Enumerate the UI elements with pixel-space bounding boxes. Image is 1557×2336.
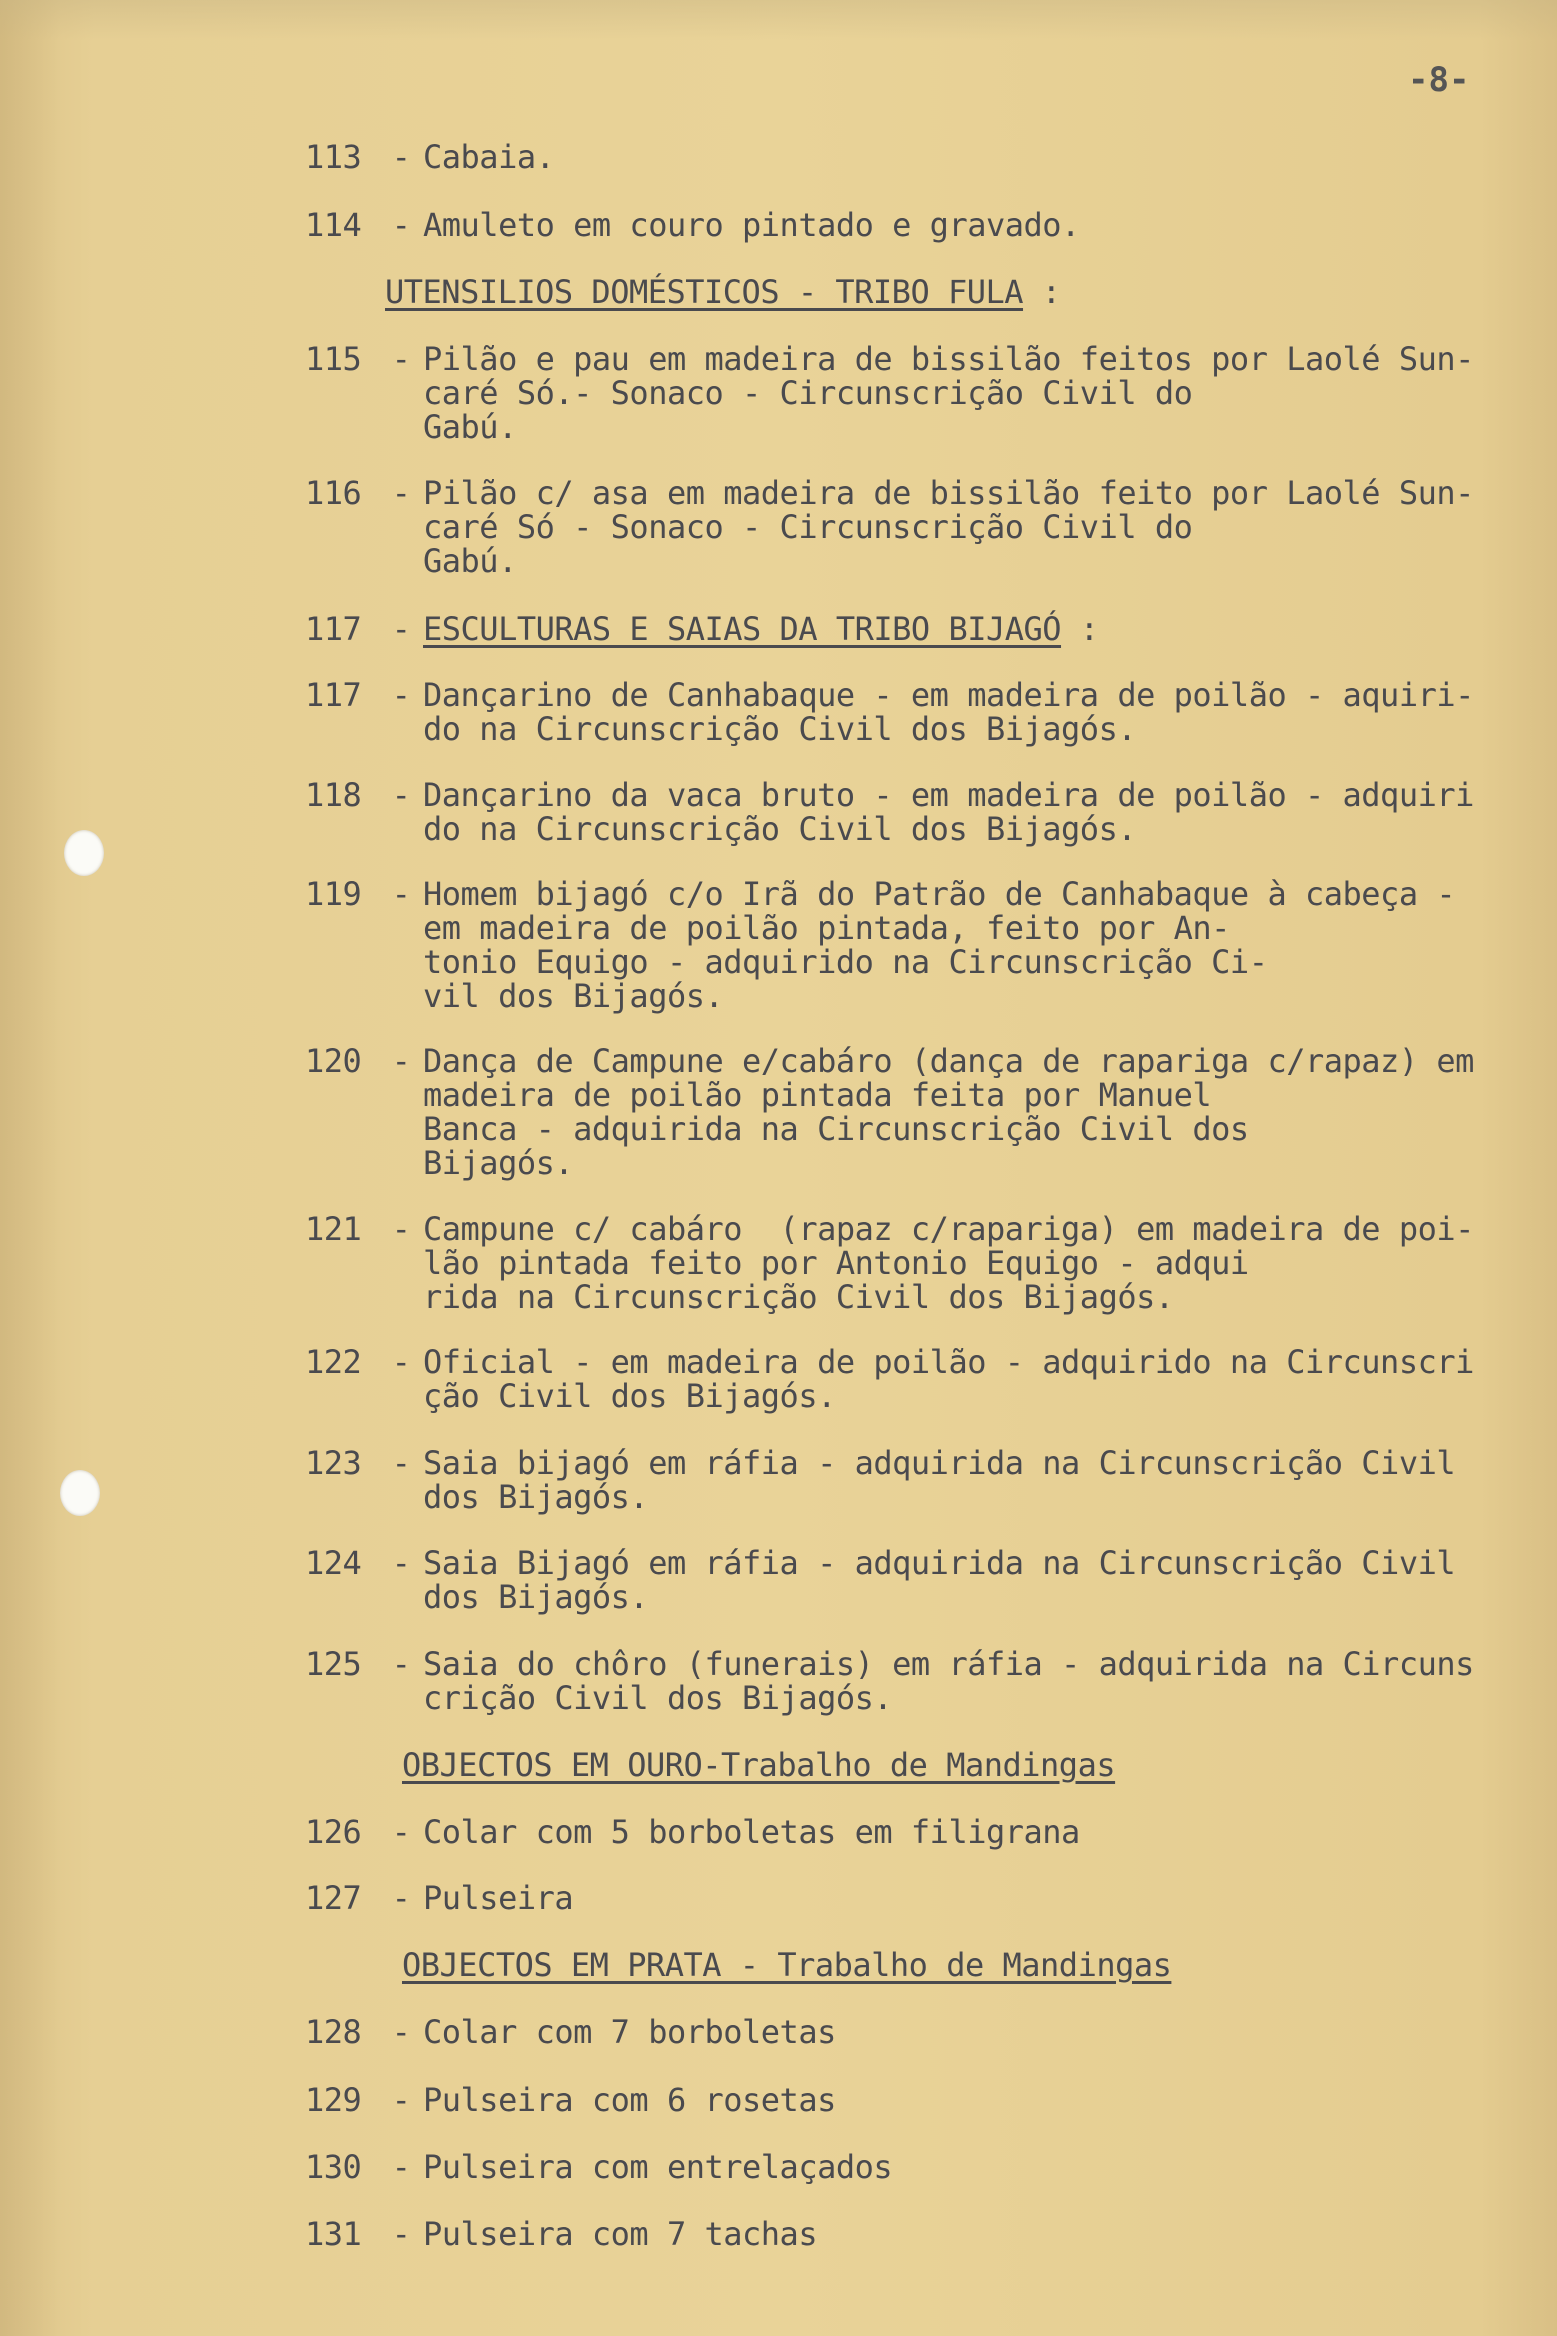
item-number: 121	[305, 1210, 362, 1248]
list-item-125: 125 - Saia do chôro (funerais) em ráfia - adquirida na Circuns crição Civil dos Bijagós.	[305, 1645, 1474, 1717]
paper-edge-shadow	[0, 0, 60, 2336]
list-item-130: 130 - Pulseira com entrelaçados	[305, 2148, 893, 2186]
list-item-119: 119 - Homem bijagó c/o Irã do Patrão de Canhabaque à cabeça - em madeira de poilão pintada, feito por An- tonio Equigo - adquirido na Circunscrição Ci- vil dos Bijagós.	[305, 875, 1456, 1015]
item-number: 127	[305, 1879, 362, 1917]
list-item-120: 120 - Dança de Campune e/cabáro (dança de rapariga c/rapaz) em madeira de poilão pintada feita por Manuel Banca - adquirida na Circunscrição Civil dos Bijagós.	[305, 1042, 1474, 1182]
item-number: 118	[305, 776, 362, 814]
item-number: 129	[305, 2081, 362, 2119]
section-heading-fula: UTENSILIOS DOMÉSTICOS - TRIBO FULA :	[385, 273, 1061, 311]
item-text: Cabaia.	[423, 138, 555, 176]
page-number: -8-	[1408, 60, 1470, 100]
list-item-113: 113 - Cabaia.	[305, 138, 555, 176]
list-item-114: 114 - Amuleto em couro pintado e gravado.	[305, 206, 1080, 244]
item-number: 126	[305, 1813, 362, 1851]
section-heading-bijago: 117 - ESCULTURAS E SAIAS DA TRIBO BIJAGÓ :	[305, 610, 1099, 648]
list-item-126: 126 - Colar com 5 borboletas em filigrana	[305, 1813, 1080, 1851]
item-number: 130	[305, 2148, 362, 2186]
item-number: 122	[305, 1343, 362, 1381]
item-text: Colar com 7 borboletas	[423, 2013, 836, 2051]
list-item-122: 122 - Oficial - em madeira de poilão - adquirido na Circunscri ção Civil dos Bijagós.	[305, 1343, 1474, 1415]
item-number: 117	[305, 676, 362, 714]
item-number: 116	[305, 474, 362, 512]
item-number: 119	[305, 875, 362, 913]
item-number: 113	[305, 138, 362, 176]
item-text: Colar com 5 borboletas em filigrana	[423, 1813, 1080, 1851]
item-number: 115	[305, 340, 362, 378]
item-text: Pulseira	[423, 1879, 574, 1917]
list-item-115: 115 - Pilão e pau em madeira de bissilão feitos por Laolé Sun- caré Só.- Sonaco - Circunscrição Civil do Gabú.	[305, 340, 1474, 446]
item-number: 128	[305, 2013, 362, 2051]
paper-top-shadow	[0, 0, 1557, 40]
item-text: Campune c/ cabáro (rapaz c/rapariga) em madeira de poi- lão pintada feito por Antonio Equigo - adqui rida na Circunscrição Civil dos Bijagós.	[423, 1210, 1474, 1316]
list-item-131: 131 - Pulseira com 7 tachas	[305, 2215, 818, 2253]
item-text: Amuleto em couro pintado e gravado.	[423, 206, 1080, 244]
item-number: 120	[305, 1042, 362, 1080]
item-number: 131	[305, 2215, 362, 2253]
list-item-117: 117 - Dançarino de Canhabaque - em madeira de poilão - aquiri- do na Circunscrição Civil dos Bijagós.	[305, 676, 1474, 748]
list-item-123: 123 - Saia bijagó em ráfia - adquirida na Circunscrição Civil dos Bijagós.	[305, 1444, 1456, 1516]
item-number: 125	[305, 1645, 362, 1683]
item-text: Saia do chôro (funerais) em ráfia - adquirida na Circuns crição Civil dos Bijagós.	[423, 1645, 1474, 1717]
list-item-116: 116 - Pilão c/ asa em madeira de bissilão feito por Laolé Sun- caré Só - Sonaco - Circunscrição Civil do Gabú.	[305, 474, 1474, 580]
list-item-129: 129 - Pulseira com 6 rosetas	[305, 2081, 836, 2119]
list-item-128: 128 - Colar com 7 borboletas	[305, 2013, 836, 2051]
item-text: Pulseira com 7 tachas	[423, 2215, 818, 2253]
section-heading-prata: OBJECTOS EM PRATA - Trabalho de Mandingas	[402, 1946, 1172, 1984]
item-text: Dançarino de Canhabaque - em madeira de poilão - aquiri- do na Circunscrição Civil dos Bijagós.	[423, 676, 1474, 748]
item-text: Dança de Campune e/cabáro (dança de rapariga c/rapaz) em madeira de poilão pintada feita por Manuel Banca - adquirida na Circunscrição Civil dos Bijagós.	[423, 1042, 1474, 1182]
section-heading-ouro: OBJECTOS EM OURO-Trabalho de Mandingas	[402, 1746, 1116, 1784]
punch-hole-bottom	[60, 1470, 100, 1516]
item-number: 124	[305, 1544, 362, 1582]
item-text: Saia bijagó em ráfia - adquirida na Circunscrição Civil dos Bijagós.	[423, 1444, 1456, 1516]
item-text: Saia Bijagó em ráfia - adquirida na Circunscrição Civil dos Bijagós.	[423, 1544, 1456, 1616]
item-number: 123	[305, 1444, 362, 1482]
item-number: 117	[305, 610, 362, 648]
list-item-127: 127 - Pulseira	[305, 1879, 574, 1917]
item-text: Dançarino da vaca bruto - em madeira de poilão - adquiri do na Circunscrição Civil dos Bijagós.	[423, 776, 1474, 848]
item-text: Oficial - em madeira de poilão - adquirido na Circunscri ção Civil dos Bijagós.	[423, 1343, 1474, 1415]
list-item-121: 121 - Campune c/ cabáro (rapaz c/rapariga) em madeira de poi- lão pintada feito por Antonio Equigo - adqui rida na Circunscrição Civil dos Bijagós.	[305, 1210, 1474, 1316]
item-text: Pilão c/ asa em madeira de bissilão feito por Laolé Sun- caré Só - Sonaco - Circunscrição Civil do Gabú.	[423, 474, 1474, 580]
item-text: Pulseira com entrelaçados	[423, 2148, 893, 2186]
punch-hole-top	[64, 830, 104, 876]
item-number: 114	[305, 206, 362, 244]
item-text: Pilão e pau em madeira de bissilão feitos por Laolé Sun- caré Só.- Sonaco - Circunscrição Civil do Gabú.	[423, 340, 1474, 446]
item-text: Pulseira com 6 rosetas	[423, 2081, 836, 2119]
list-item-124: 124 - Saia Bijagó em ráfia - adquirida na Circunscrição Civil dos Bijagós.	[305, 1544, 1456, 1616]
item-text: Homem bijagó c/o Irã do Patrão de Canhabaque à cabeça - em madeira de poilão pintada, feito por An- tonio Equigo - adquirido na Circunscrição Ci- vil dos Bijagós.	[423, 875, 1456, 1015]
list-item-118: 118 - Dançarino da vaca bruto - em madeira de poilão - adquiri do na Circunscrição Civil dos Bijagós.	[305, 776, 1474, 848]
